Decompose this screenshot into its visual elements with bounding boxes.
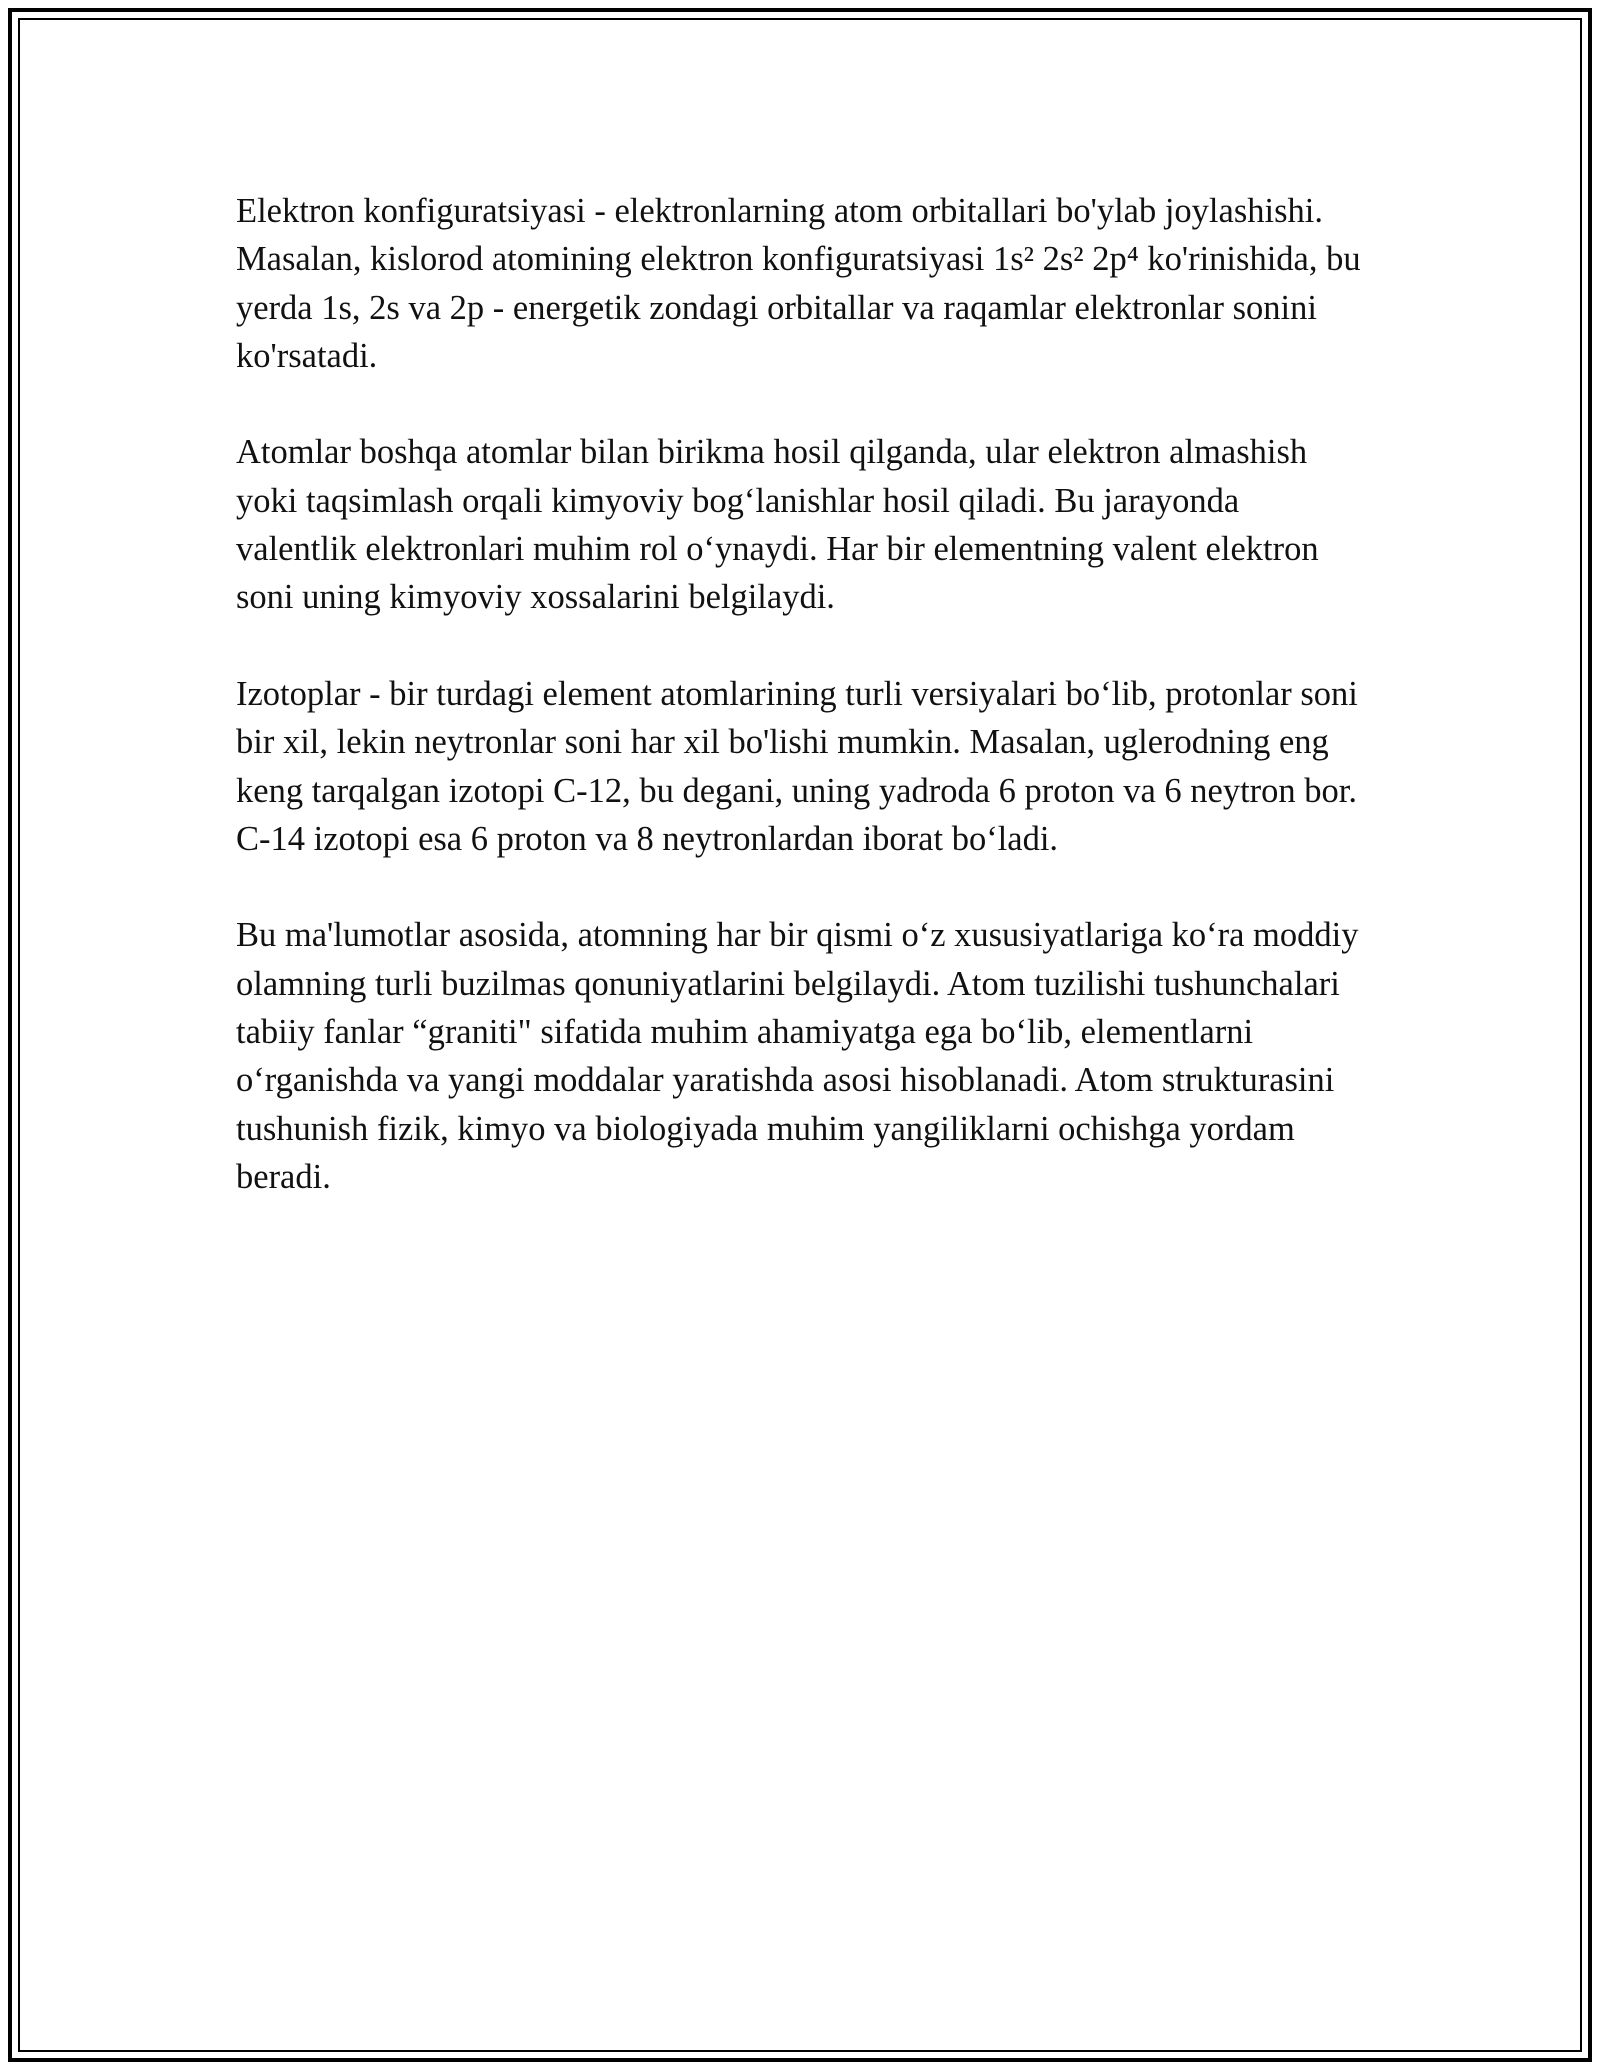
paragraph-isotopes: Izotoplar - bir turdagi element atomlarining turli versiyalari bo‘lib, protonlar soni bir xil, lekin neytronlar soni har xil bo'lishi mumkin. Masalan, uglerodning eng keng tarqalgan izotopi C-12, bu degani, uning yadroda 6 proton va 6 neytron bor. C-14 izotopi esa 6 proton va 8 neytronlardan iborat bo‘ladi. [236,674,1358,858]
paragraph-electron-configuration: Elektron konfiguratsiyasi - elektronlarning atom orbitallari bo'ylab joylashishi. Masalan, kislorod atomining elektron konfiguratsiyasi 1s² 2s² 2p⁴ ko'rinishida, bu yerda 1s, 2s va 2p - energetik zondagi orbitallar va raqamlar elektronlar sonini ko'rsatadi. [236,192,1361,375]
paragraph-conclusion: Bu ma'lumotlar asosida, atomning har bir qismi o‘z xususiyatlariga ko‘ra moddiy olamning turli buzilmas qonuniyatlarini belgilaydi. Atom tuzilishi tushunchalari tabiiy fanlar “graniti" sifatida muhim ahamiyatga ega bo‘lib, elementlarni o‘rganishda va yangi moddalar yaratishda asosi hisoblanadi. Atom strukturasini tushunish fizik, kimyo va biologiyada muhim yangiliklarni ochishga yordam beradi. [236,916,1359,1196]
document-body [236,187,1366,1250]
paragraph-chemical-bonds: Atomlar boshqa atomlar bilan birikma hosil qilganda, ular elektron almashish yoki taqsimlash orqali kimyoviy bog‘lanishlar hosil qiladi. Bu jarayonda valentlik elektronlari muhim rol o‘ynaydi. Har bir elementning valent elektron soni uning kimyoviy xossalarini belgilaydi. [236,433,1319,617]
